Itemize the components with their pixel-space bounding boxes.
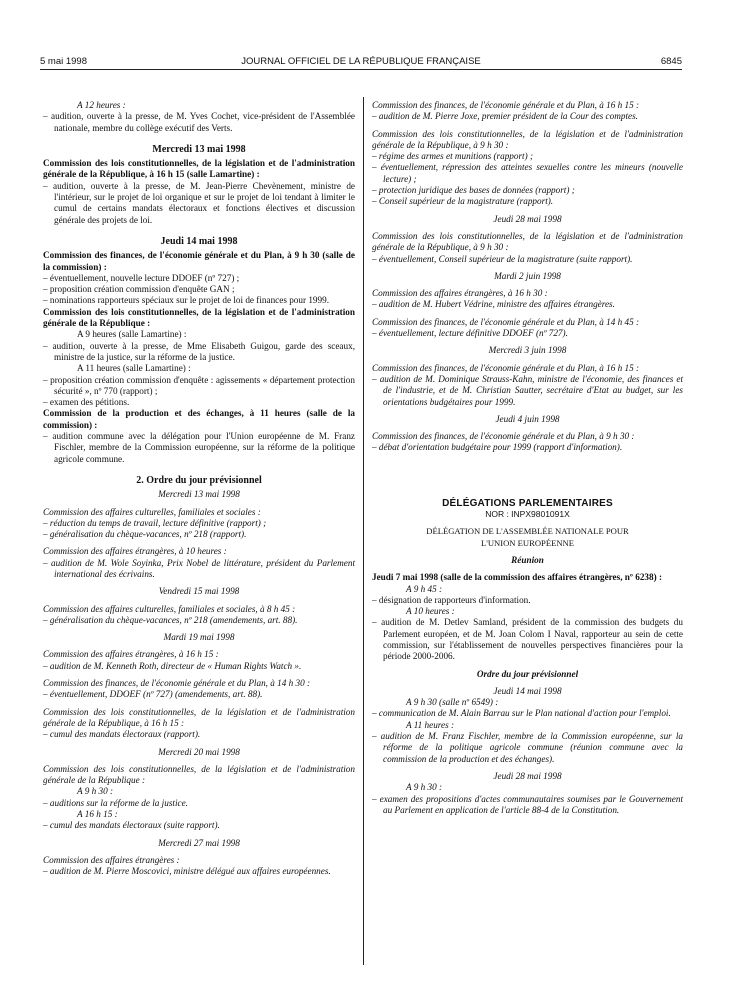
agenda-item: – audition, ouverte à la presse, de Mme Elisabeth Guigou, garde des sceaux, ministre de la justice, sur la réforme de la justice. [43,340,355,362]
time-line: A 12 heures : [77,100,126,110]
committee-heading: Commission des finances, de l'économie générale et du Plan, à 9 h 30 : [372,431,635,442]
agenda-item: – éventuellement, Conseil supérieur de la magistrature (suite rapport). [372,253,633,264]
committee-heading: Commission des finances, de l'économie générale et du Plan, à 9 h 30 (salle de la commission) : [43,250,355,272]
section-title: 2. Ordre du jour prévisionnel [136,474,262,486]
agenda-item: – réduction du temps de travail, lecture définitive (rapport) ; [43,517,267,528]
subsection-title: Réunion [511,554,544,565]
subsection-title: Ordre du jour prévisionnel [476,668,579,679]
header-date: 5 mai 1998 [40,56,88,67]
agenda-item: – audition de M. Pierre Moscovici, ministre délégué aux affaires européennes. [43,866,331,877]
agenda-item: – audition, ouverte à la presse, de M. Jean-Pierre Chevènement, ministre de l'intérieur, sur le projet de loi organique et sur le projet de loi tendant à limiter le cumul de certains mandats électoraux et fonctions électives et discussion générale des projets de loi. [43,180,355,225]
agenda-item: – cumul des mandats électoraux (suite rapport). [43,820,220,831]
agenda-item: – désignation de rapporteurs d'information. [372,594,531,605]
agenda-item: – débat d'orientation budgétaire pour 1999 (rapport d'information). [372,442,623,453]
committee-heading: Commission des affaires culturelles, familiales et sociales, à 8 h 45 : [43,603,296,614]
committee-heading: Commission des affaires étrangères, à 10 heures : [43,546,227,557]
agenda-item: – audition de M. Hubert Védrine, ministre des affaires étrangères. [372,299,615,310]
agenda-item: – proposition création commission d'enquête GAN ; [43,284,235,295]
time-line: A 16 h 15 : [77,809,118,820]
committee-heading: Commission des finances, de l'économie générale et du Plan, à 14 h 30 : [43,678,311,689]
agenda-item: – audition de M. Wole Soyinka, Prix Nobel de littérature, président du Parlement international des écrivains. [43,557,355,579]
committee-heading: Commission des lois constitutionnelles, de la législation et de l'administration générale de la République : [43,306,355,329]
time-line: A 9 heures (salle Lamartine) : [77,329,187,340]
page-header [40,56,682,70]
agenda-item: – audition de M. Kenneth Roth, directeur de « Human Rights Watch ». [43,660,302,671]
time-line: A 9 h 45 : [406,583,443,594]
date-heading: Vendredi 15 mai 1998 [158,586,240,597]
date-heading: Jeudi 28 mai 1998 [493,770,562,781]
date-heading: Jeudi 14 mai 1998 [493,685,562,696]
right-column [372,100,683,816]
committee-heading: Commission des lois constitutionnelles, de la législation et de l'administration générale de la République, à 16 h 15 (salle Lamartine) : [43,158,355,180]
meeting-date-line [372,572,683,583]
agenda-item: – éventuellement, répression des atteintes sexuelles contre les mineurs (nouvelle lecture) ; [372,162,683,184]
agenda-item: – éventuellement, DDOEF (nº 727) (amendements, art. 88). [43,689,263,700]
committee-heading: Commission des lois constitutionnelles, de la législation et de l'administration générale de la République, à 9 h 30 : [372,128,683,150]
agenda-item: – audition commune avec la délégation pour l'Union européenne de M. Franz Fischler, membre de la Commission européenne, sur la réforme de la politique agricole commune. [43,431,355,464]
column-divider [363,97,364,965]
committee-heading: Commission des finances, de l'économie générale et du Plan, à 16 h 15 : [372,100,640,110]
agenda-item: – audition de M. Dominique Strauss-Kahn, ministre de l'économie, des finances et de l'industrie, et de M. Christian Sautter, secrétaire d'Etat au budget, sur les orientations budgétaires pour 1999. [372,373,683,407]
committee-heading: Commission des finances, de l'économie générale et du Plan, à 14 h 45 : [372,316,640,327]
date-heading: Jeudi 28 mai 1998 [493,213,562,224]
time-line: A 11 heures : [406,719,455,730]
time-line: A 9 h 30 : [406,782,443,793]
header-rule [40,69,682,70]
agenda-item: – examen des pétitions. [43,397,130,408]
time-line: A 9 h 30 (salle nº 6549) : [406,697,499,708]
date-heading: Mercredi 27 mai 1998 [158,837,240,848]
delegation-title: DÉLÉGATION DE L'ASSEMBLÉE NATIONALE POUR L'UNION EUROPÉENNE [426,526,629,548]
agenda-item: – régime des armes et munitions (rapport) ; [372,151,534,162]
date-heading: Jeudi 14 mai 1998 [160,235,238,247]
committee-heading: Commission des affaires étrangères : [43,854,180,865]
committee-heading: Commission des affaires étrangères, à 16 h 15 : [43,649,219,660]
date-heading: Mercredi 13 mai 1998 [158,489,240,500]
agenda-item: – éventuellement, lecture définitive DDOEF (nº 727). [372,328,568,339]
agenda-item: – audition de M. Franz Fischler, membre de la Commission européenne, sur la réforme de la politique agricole commune (réunion commune avec la commission de la production et des échanges). [372,731,683,764]
date-heading: Mercredi 3 juin 1998 [488,345,567,356]
meeting-date-text: Jeudi 7 mai 1998 (salle de la commission des affaires étrangères, nº 6238) : [372,572,663,583]
time-line: A 10 heures : [406,606,455,617]
committee-heading: Commission de la production et des échanges, à 11 heures (salle de la commission) : [43,408,355,430]
committee-heading: Commission des lois constitutionnelles, de la législation et de l'administration générale de la République : [43,763,355,786]
agenda-item: – généralisation du chèque-vacances, nº 218 (amendements, art. 88). [43,614,298,625]
agenda-item: – audition de M. Detlev Samland, président de la commission des budgets du Parlement européen, et de M. Joan Colom I Naval, rapporteur au sein de cette commission, sur l'établissement de nouvelles perspectives financières pour la période 2000-2006. [372,617,683,662]
agenda-item: – auditions sur la réforme de la justice. [43,797,188,808]
section-title: DÉLÉGATIONS PARLEMENTAIRES [442,497,613,509]
committee-heading: Commission des finances, de l'économie générale et du Plan, à 16 h 15 : [372,362,640,373]
agenda-item: – éventuellement, nouvelle lecture DDOEF (nº 727) ; [43,272,240,283]
agenda-item: – audition de M. Pierre Joxe, premier président de la Cour des comptes. [372,111,638,122]
committee-heading: Commission des affaires culturelles, familiales et sociales : [43,506,261,517]
agenda-item: – nominations rapporteurs spéciaux sur le projet de loi de finances pour 1999. [43,295,330,306]
agenda-item: – protection juridique des bases de données (rapport) ; [372,185,575,196]
committee-heading: Commission des affaires étrangères, à 16 h 30 : [372,288,548,299]
agenda-item: – Conseil supérieur de la magistrature (rapport). [372,196,554,207]
committee-heading: Commission des lois constitutionnelles, de la législation et de l'administration générale de la République, à 9 h 30 : [372,230,683,253]
time-line: A 11 heures (salle Lamartine) : [77,363,191,374]
left-column [43,100,355,878]
agenda-item: – communication de M. Alain Barrau sur le Plan national d'action pour l'emploi. [372,708,671,719]
agenda-item: – audition, ouverte à la presse, de M. Yves Cochet, vice-président de l'Assemblée nationale, membre du collège exécutif des Verts. [43,111,355,133]
header-page-number: 6845 [660,56,682,67]
committee-heading: Commission des lois constitutionnelles, de la législation et de l'administration générale de la République, à 16 h 15 : [43,706,355,728]
time-line: A 9 h 30 : [77,786,114,797]
agenda-item: – cumul des mandats électoraux (rapport). [43,729,201,740]
date-heading: Mardi 2 juin 1998 [494,270,561,281]
date-heading: Mardi 19 mai 1998 [163,632,235,643]
agenda-item: – proposition création commission d'enquête : agissements « département protection sécurité », nº 770 (rapport) ; [43,374,355,396]
nor-reference: NOR : INPX9801091X [485,509,570,520]
date-heading: Jeudi 4 juin 1998 [495,413,560,424]
agenda-item: – examen des propositions d'actes communautaires soumises par le Gouvernement au Parlement en application de l'article 88-4 de la Constitution. [372,793,683,815]
header-journal-title: JOURNAL OFFICIEL DE LA RÉPUBLIQUE FRANÇAISE [241,56,481,67]
date-heading: Mercredi 20 mai 1998 [158,746,240,757]
agenda-item: – généralisation du chèque-vacances, nº 218 (rapport). [43,529,247,540]
date-heading: Mercredi 13 mai 1998 [152,143,246,155]
